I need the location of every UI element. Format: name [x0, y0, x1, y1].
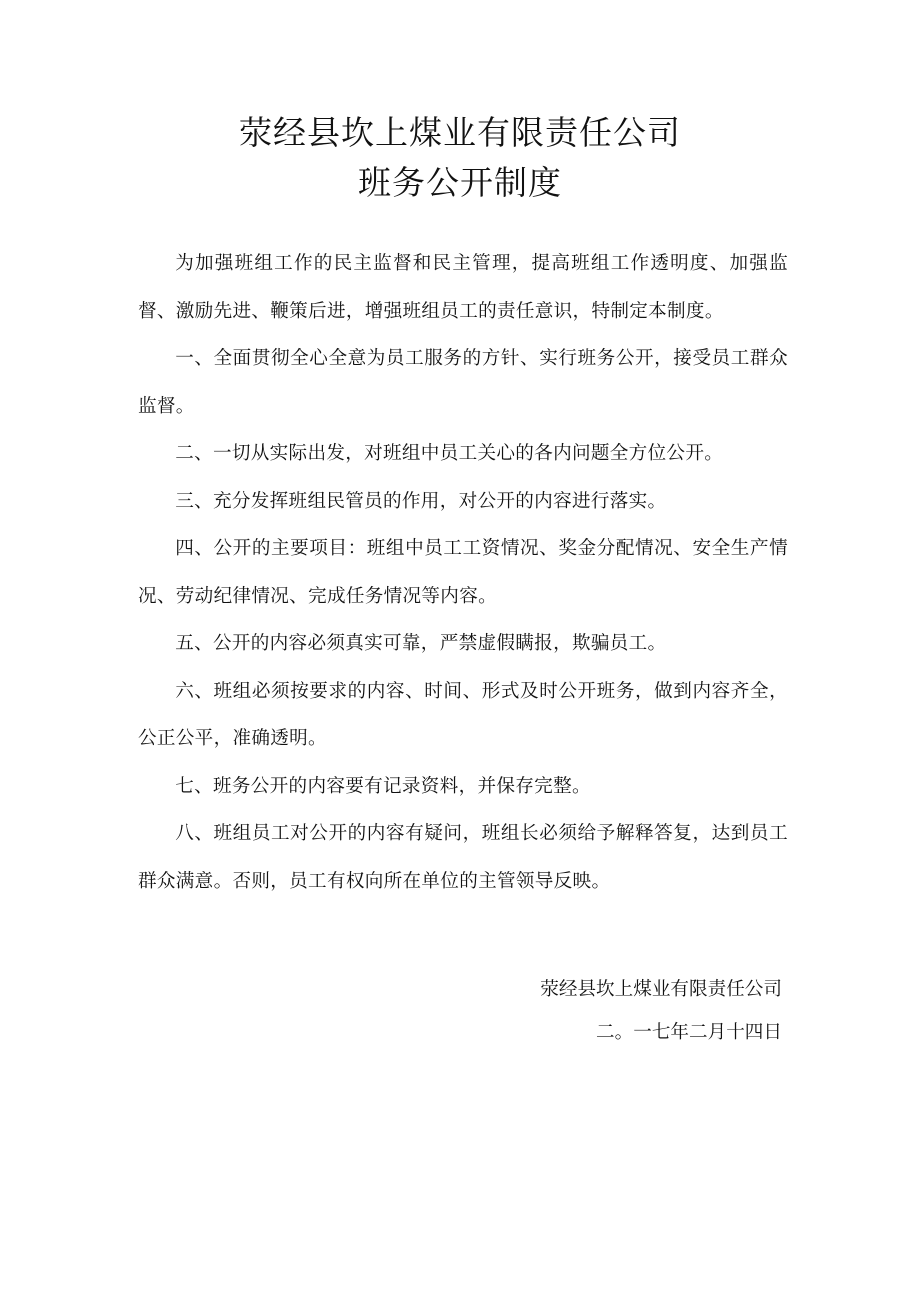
document-body	[138, 240, 788, 905]
document-title-regulation: 班务公开制度	[358, 163, 562, 202]
paragraph-article-5: 五、公开的内容必须真实可靠，严禁虚假瞒报，欺骗员工。	[175, 633, 667, 654]
paragraph-article-7: 七、班务公开的内容要有记录资料，并保存完整。	[175, 775, 591, 797]
paragraph-article-4: 四、公开的主要项目：班组中员工工资情况、奖金分配情况、安全生产情况、劳动纪律情况、完成任务情况等内容。	[138, 538, 788, 607]
paragraph-article-6: 六、班组必须按要求的内容、时间、形式及时公开班务，做到内容齐全，公正公平，准确透明。	[138, 680, 788, 749]
paragraph-article-8: 八、班组员工对公开的内容有疑问，班组长必须给予解释答复，达到员工群众满意。否则，员工有权向所在单位的主管领导反映。	[138, 823, 788, 892]
signature-date: 二。一七年二月十四日	[596, 1022, 782, 1043]
signature-company: 荥经县坎上煤业有限责任公司	[540, 979, 782, 1000]
document-title-company: 荥经县坎上煤业有限责任公司	[239, 113, 681, 152]
paragraph-intro: 为加强班组工作的民主监督和民主管理，提高班组工作透明度、加强监督、激励先进、鞭策后进，增强班组员工的责任意识，特制定本制度。	[138, 253, 788, 322]
paragraph-article-1: 一、全面贯彻全心全意为员工服务的方针、实行班务公开，接受员工群众监督。	[138, 348, 788, 417]
paragraph-article-2: 二、一切从实际出发，对班组中员工关心的各内问题全方位公开。	[175, 443, 724, 464]
paragraph-article-3: 三、充分发挥班组民管员的作用，对公开的内容进行落实。	[175, 490, 667, 512]
